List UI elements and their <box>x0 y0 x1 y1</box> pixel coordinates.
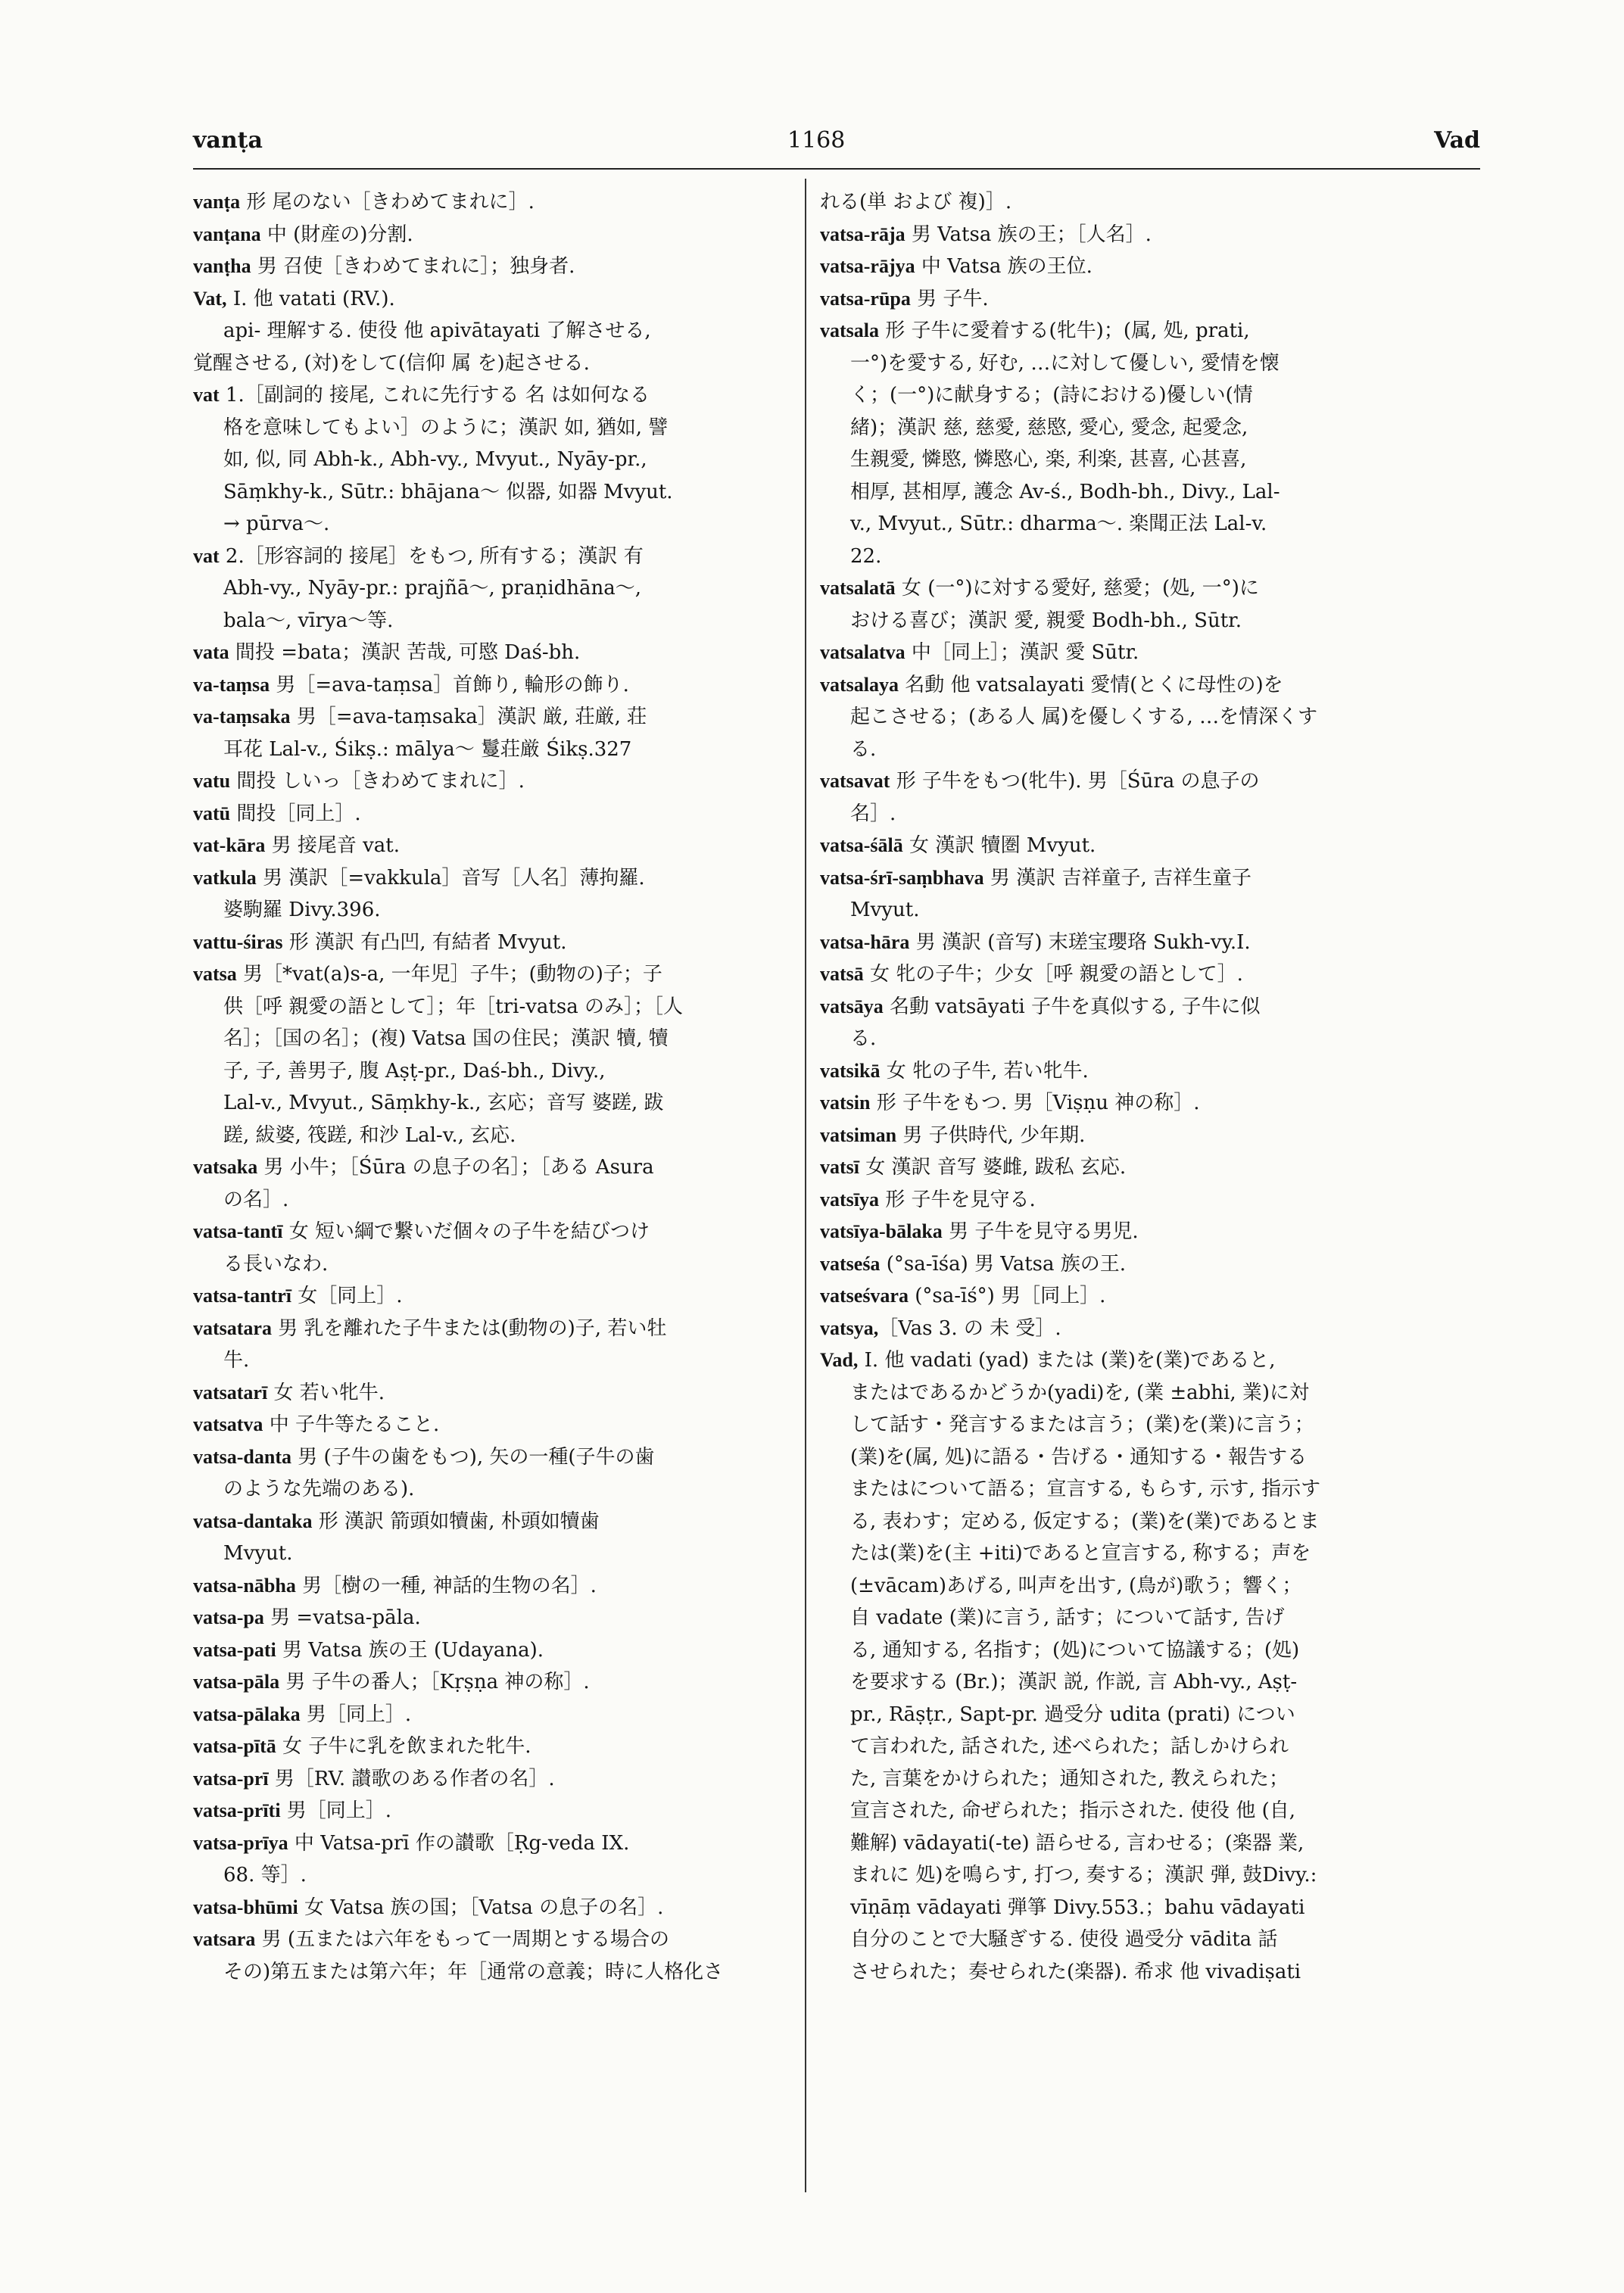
dictionary-continuation-line <box>193 315 791 347</box>
headword: vatsin <box>820 1092 871 1114</box>
entry-text: る, 通知する, 名指す；(処)について協議する；(処) <box>850 1638 1300 1662</box>
entry-text: v., Mvyut., Sūtr.: dharma～. 楽聞正法 Lal-v. <box>850 512 1267 535</box>
dictionary-entry-line <box>193 1699 791 1731</box>
entry-text: く；(一°)に献身する；(詩における)優しい(情 <box>850 384 1253 407</box>
headword: vatū <box>193 802 231 824</box>
entry-text: 女 子牛に乳を飲まれた牝牛. <box>276 1735 531 1758</box>
entry-text: 名］. <box>850 802 896 825</box>
entry-text: た, 言葉をかけられた；通知された, 教えられた； <box>850 1767 1289 1790</box>
headword: vatsatara <box>193 1316 272 1339</box>
dictionary-continuation-line <box>820 894 1471 927</box>
entry-text: 1.［副詞的 接尾, これに先行する 名 は如何なる <box>219 384 650 407</box>
dictionary-continuation-line <box>193 734 791 766</box>
entry-text: 男［*vat(a)s-a, 一年児］子牛；(動物の)子；子 <box>236 963 662 986</box>
headword: vatsa-pa <box>193 1606 264 1628</box>
dictionary-entry-line <box>193 927 791 959</box>
headword: vatsa-pāla <box>193 1671 280 1693</box>
dictionary-continuation-line <box>820 1506 1471 1538</box>
entry-text: 女 漢訳 音写 婆雌, 跋私 玄応. <box>859 1156 1127 1179</box>
dictionary-continuation-line <box>193 1473 791 1506</box>
dictionary-continuation-line <box>193 1248 791 1281</box>
dictionary-continuation-line <box>193 1859 791 1892</box>
dictionary-entry-line <box>820 251 1471 283</box>
entry-text: 供［呼 親愛の語として］；年［tri-vatsa のみ］；［人 <box>223 995 683 1018</box>
entry-text: 男［同上］. <box>280 1799 392 1822</box>
entry-text: して話す・発言するまたは言う；(業)を(業)に言う； <box>850 1413 1314 1436</box>
entry-text: 男 召使［きわめてまれに］；独身者. <box>251 255 575 278</box>
entry-text: 男［=ava-taṃsaka］漢訳 厳, 荘厳, 荘 <box>290 706 647 728</box>
headword: vatsa-prī <box>193 1767 269 1790</box>
dictionary-continuation-line <box>820 444 1471 476</box>
entry-text: → pūrva～. <box>223 512 330 535</box>
dictionary-continuation-line <box>193 1087 791 1120</box>
dictionary-entry-line <box>820 927 1471 959</box>
dictionary-continuation-line <box>820 1956 1471 1989</box>
dictionary-entry-line <box>193 1827 791 1860</box>
entry-text: 男 子牛の番人；［Kṛṣṇa 神の称］. <box>279 1671 590 1693</box>
dictionary-continuation-line <box>820 1473 1471 1506</box>
entry-text: 蹉, 紱婆, 筏蹉, 和沙 Lal-v., 玄応. <box>223 1123 516 1147</box>
dictionary-entry-line <box>193 1666 791 1699</box>
headword: vat <box>193 544 220 567</box>
dictionary-continuation-line <box>820 186 1471 219</box>
dictionary-continuation-line <box>820 1537 1471 1570</box>
entry-text: bala～, vīrya～等. <box>223 609 394 632</box>
entry-text: 男［RV. 讃歌のある作者の名］. <box>268 1767 555 1790</box>
entry-text: 男 Vatsa 族の王 (Udayana). <box>276 1638 544 1662</box>
dictionary-entry-line <box>193 283 791 316</box>
entry-text: 格を意味してもよい］のように；漢訳 如, 猶如, 譬 <box>223 416 669 439</box>
headword: vatsalaya <box>820 673 899 696</box>
right-column <box>820 186 1471 1988</box>
headword: Vat, <box>193 287 227 310</box>
entry-text: 間投［同上］. <box>230 802 361 825</box>
entry-text: て言われた, 話された, 述べられた；話しかけられ <box>850 1735 1289 1758</box>
entry-text: おける喜び；漢訳 愛, 親愛 Bodh-bh., Sūtr. <box>850 609 1242 632</box>
dictionary-entry-line <box>193 1441 791 1474</box>
dictionary-continuation-line <box>193 412 791 444</box>
entry-text: 男 小牛；［Śūra の息子の名］；［ある Asura <box>257 1156 654 1179</box>
header-rule <box>193 168 1480 170</box>
entry-text: api- 理解する. 使役 他 apivātayati 了解させる, <box>223 319 651 342</box>
dictionary-entry-line <box>820 1248 1471 1281</box>
headword: vattu-śiras <box>193 930 283 953</box>
headword: vatsara <box>193 1928 256 1950</box>
entry-text: 男 =vatsa-pāla. <box>263 1606 421 1629</box>
dictionary-entry-line <box>193 958 791 991</box>
dictionary-entry-line <box>820 1280 1471 1313</box>
entry-text: (業)を(属, 処)に語る・告げる・通知する・報告する <box>850 1445 1308 1469</box>
dictionary-entry-line <box>193 1763 791 1796</box>
entry-text: 男［同上］. <box>300 1703 412 1726</box>
dictionary-entry-line <box>820 219 1471 251</box>
headword: vanṭana <box>193 223 261 245</box>
column-divider <box>805 179 806 2192</box>
dictionary-entry-line <box>193 1924 791 1956</box>
dictionary-continuation-line <box>820 605 1471 637</box>
dictionary-continuation-line <box>820 1795 1471 1827</box>
headword: vatsa-prīya <box>193 1831 288 1854</box>
entry-text: 名］；［国の名］；(複) Vatsa 国の住民；漢訳 犢, 犢 <box>223 1027 669 1050</box>
entry-text: 女 (一°)に対する愛好, 慈愛；(処, 一°)に <box>895 577 1259 600</box>
entry-text: 耳花 Lal-v., Śikṣ.: mālya～ 鬘荘厳 Śikṣ.327 <box>223 737 632 761</box>
headword: vatkula <box>193 866 257 889</box>
dictionary-entry-line <box>193 669 791 702</box>
entry-text: vīṇāṃ vādayati 弾箏 Divy.553.；bahu vādayati <box>850 1896 1305 1919</box>
dictionary-continuation-line <box>193 1956 791 1989</box>
dictionary-continuation-line <box>820 1859 1471 1892</box>
headword: vatsīya <box>820 1188 879 1210</box>
entry-text: 形 漢訳 有凸凹, 有結者 Mvyut. <box>282 930 567 954</box>
dictionary-entry-line <box>193 1216 791 1248</box>
entry-text: 形 尾のない［きわめてまれに］. <box>240 191 535 213</box>
headword: vatsāya <box>820 995 884 1017</box>
entry-text: 男 漢訳 (音写) 末瑳宝瓔珞 Sukh-vy.I. <box>909 930 1251 954</box>
entry-text: 難解) vādayati(-te) 語らせる, 言わせる；(楽器 業, <box>850 1831 1304 1855</box>
entry-text: 男 子供時代, 少年期. <box>896 1123 1086 1147</box>
dictionary-entry-line <box>193 1602 791 1634</box>
dictionary-continuation-line <box>820 508 1471 541</box>
dictionary-continuation-line <box>193 1120 791 1152</box>
entry-text: Mvyut. <box>850 899 920 921</box>
running-head-left: vanṭa <box>193 127 263 154</box>
headword: vatsa-rūpa <box>820 287 911 310</box>
headword: vat <box>193 384 220 406</box>
dictionary-continuation-line <box>193 476 791 509</box>
dictionary-entry-line <box>193 1795 791 1827</box>
entry-text: 自 vadate (業)に言う, 話す；について話す, 告げ <box>850 1606 1285 1629</box>
dictionary-continuation-line <box>193 444 791 476</box>
entry-text: る長いなわ. <box>223 1252 329 1276</box>
entry-text: Mvyut. <box>223 1542 293 1565</box>
dictionary-entry-line <box>820 1216 1471 1248</box>
entry-text: 一°)を愛する, 好む, …に対して優しい, 愛情を懐 <box>850 351 1280 375</box>
entry-text: またはであるかどうか(yadi)を, (業 ±abhi, 業)に対 <box>850 1381 1310 1404</box>
dictionary-entry-line <box>193 1506 791 1538</box>
entry-text: I. 他 vatati (RV.). <box>226 287 395 310</box>
dictionary-continuation-line <box>193 1184 791 1217</box>
entry-text: 自分のことで大騒ぎする. 使役 過受分 vādita 話 <box>850 1928 1278 1951</box>
headword: vanṭa <box>193 191 241 213</box>
headword: Vad, <box>820 1349 859 1371</box>
entry-text: まれに 処)を鳴らす, 打つ, 奏する；漢訳 弾, 鼓Divy.: <box>850 1864 1317 1886</box>
entry-text: させられた；奏せられた(楽器). 希求 他 vivadiṣati <box>850 1960 1301 1983</box>
entry-text: 起こさせる；(ある人 属)を優しくする, …を情深くす <box>850 706 1318 728</box>
entry-text: る. <box>850 737 877 761</box>
dictionary-entry-line <box>820 765 1471 798</box>
dictionary-continuation-line <box>820 1892 1471 1924</box>
entry-text: 男 Vatsa 族の王；［人名］. <box>905 223 1152 246</box>
headword: vatsikā <box>820 1059 881 1082</box>
headword: vatsī <box>820 1156 859 1178</box>
entry-text: 男 子牛. <box>910 287 989 310</box>
entry-text: 覚醒させる, (対)をして(信仰 属 を)起させる. <box>193 351 590 375</box>
dictionary-entry-line <box>820 1184 1471 1217</box>
entry-text: 中［同上］；漢訳 愛 Sūtr. <box>905 641 1139 664</box>
headword: vatsa-rājya <box>820 255 915 277</box>
entry-text: 中 子牛等たること. <box>263 1413 440 1436</box>
entry-text: 男 子牛を見守る男児. <box>942 1220 1139 1243</box>
headword: vatsala <box>820 319 879 341</box>
dictionary-continuation-line <box>193 347 791 380</box>
entry-text: 女 Vatsa 族の国；［Vatsa の息子の名］. <box>298 1896 664 1919</box>
headword: vatsatva <box>193 1413 263 1435</box>
dictionary-continuation-line <box>820 476 1471 509</box>
entry-text: 男 乳を離れた子牛または(動物の)子, 若い牡 <box>271 1316 667 1340</box>
entry-text: る. <box>850 1027 877 1050</box>
dictionary-entry-line <box>193 765 791 798</box>
dictionary-entry-line <box>193 862 791 895</box>
dictionary-entry-line <box>193 1731 791 1763</box>
entry-text: る, 表わす；定める, 仮定する；(業)を(業)であるとま <box>850 1509 1320 1533</box>
entry-text: 形 子牛を見守る. <box>879 1188 1036 1211</box>
entry-text: 68. 等］. <box>223 1864 307 1886</box>
dictionary-entry-line <box>820 669 1471 702</box>
headword: vatsa-śālā <box>820 834 903 856</box>
headword: vatsiman <box>820 1123 897 1146</box>
dictionary-continuation-line <box>820 1699 1471 1731</box>
dictionary-entry-line <box>193 637 791 669</box>
entry-text: 女 短い綱で繋いだ個々の子牛を結びつけ <box>282 1220 650 1243</box>
dictionary-entry-line <box>193 1377 791 1410</box>
entry-text: 牛. <box>223 1349 250 1372</box>
entry-text: 間投 =bata；漢訳 苦哉, 可愍 Daś-bh. <box>229 641 581 664</box>
dictionary-continuation-line <box>820 1441 1471 1474</box>
entry-text: 中 (財産の)分割. <box>260 223 413 246</box>
headword: vatsa-bhūmi <box>193 1896 298 1918</box>
dictionary-entry-line <box>820 1055 1471 1088</box>
entry-text: 男 (五または六年をもって一周期とする場合の <box>255 1928 670 1951</box>
entry-text: れる(単 および 複)］. <box>820 191 1012 213</box>
dictionary-continuation-line <box>820 701 1471 734</box>
headword: vatsa-nābha <box>193 1574 296 1597</box>
headword: vatsa-pati <box>193 1638 276 1661</box>
dictionary-continuation-line <box>820 1023 1471 1055</box>
dictionary-continuation-line <box>820 541 1471 573</box>
entry-text: (±vācam)あげる, 叫声を出す, (鳥が)歌う；響く； <box>850 1574 1302 1597</box>
dictionary-entry-line <box>820 637 1471 669</box>
dictionary-entry-line <box>193 798 791 830</box>
dictionary-entry-line <box>820 1344 1471 1377</box>
headword: vatseśa <box>820 1252 881 1275</box>
dictionary-continuation-line <box>820 1731 1471 1763</box>
headword: va-taṃsaka <box>193 706 291 727</box>
dictionary-continuation-line <box>193 605 791 637</box>
dictionary-continuation-line <box>820 1763 1471 1796</box>
dictionary-continuation-line <box>820 1602 1471 1634</box>
dictionary-continuation-line <box>820 347 1471 380</box>
dictionary-entry-line <box>193 1280 791 1313</box>
entry-text: 婆駒羅 Divy.396. <box>223 899 381 921</box>
entry-text: Abh-vy., Nyāy-pr.: prajñā～, praṇidhāna～, <box>223 577 642 600</box>
dictionary-entry-line <box>820 830 1471 862</box>
dictionary-entry-line <box>820 1313 1471 1345</box>
dictionary-entry-line <box>820 958 1471 991</box>
dictionary-entry-line <box>820 991 1471 1023</box>
dictionary-entry-line <box>193 1892 791 1924</box>
entry-text: 生親愛, 憐愍, 憐愍心, 楽, 利楽, 甚喜, 心甚喜, <box>850 448 1247 471</box>
dictionary-entry-line <box>820 572 1471 605</box>
entry-text: 如, 似, 同 Abh-k., Abh-vy., Mvyut., Nyāy-pr., <box>223 448 647 471</box>
page-number: 1168 <box>787 127 846 154</box>
dictionary-entry-line <box>820 1087 1471 1120</box>
headword: vatsā <box>820 963 864 985</box>
dictionary-entry-line <box>193 1409 791 1441</box>
entry-text: 名動 他 vatsalayati 愛情(とくに母性の)を <box>899 673 1283 696</box>
dictionary-continuation-line <box>820 412 1471 444</box>
headword: va-taṃsa <box>193 673 270 696</box>
entry-text: 相厚, 甚相厚, 護念 Av-ś., Bodh-bh., Divy., Lal- <box>850 480 1280 503</box>
headword: vatsa-dantaka <box>193 1509 313 1532</box>
headword: vatsavat <box>820 770 890 792</box>
entry-text: 中 Vatsa-prī 作の讃歌［Ṛg-veda IX. <box>288 1831 630 1855</box>
dictionary-continuation-line <box>193 991 791 1023</box>
dictionary-continuation-line <box>820 1666 1471 1699</box>
left-column <box>193 186 791 1988</box>
dictionary-entry-line <box>193 1151 791 1184</box>
dictionary-continuation-line <box>820 798 1471 830</box>
dictionary-entry-line <box>193 830 791 862</box>
entry-text: 女［同上］. <box>291 1285 403 1307</box>
entry-text: その)第五または第六年；年［通常の意義；時に人格化さ <box>223 1960 724 1983</box>
dictionary-entry-line <box>820 1151 1471 1184</box>
headword: vatseśvara <box>820 1285 909 1307</box>
headword: vatsa-tantrī <box>193 1285 291 1307</box>
entry-text: 子, 子, 善男子, 腹 Aṣṭ-pr., Daś-bh., Divy., <box>223 1059 606 1083</box>
dictionary-continuation-line <box>820 1409 1471 1441</box>
entry-text: I. 他 vadati (yad) または (業)を(業)であると, <box>858 1349 1276 1372</box>
entry-text: 女 若い牝牛. <box>267 1381 385 1404</box>
entry-text: 女 牝の子牛, 若い牝牛. <box>880 1059 1089 1083</box>
running-head-right: Vad <box>1434 127 1480 154</box>
entry-text: 緒)；漢訳 慈, 慈愛, 慈愍, 愛心, 愛念, 起愛念, <box>850 416 1248 439</box>
headword: vatsīya-bālaka <box>820 1220 943 1242</box>
headword: vanṭha <box>193 255 251 277</box>
entry-text: ［Vas 3. の 未 受］. <box>878 1316 1061 1340</box>
dictionary-continuation-line <box>193 1537 791 1570</box>
headword: vata <box>193 641 229 663</box>
dictionary-entry-line <box>820 315 1471 347</box>
entry-text: 2.［形容詞的 接尾］をもつ, 所有する；漢訳 有 <box>219 544 644 568</box>
headword: vatsa-hāra <box>820 930 910 953</box>
dictionary-continuation-line <box>193 894 791 927</box>
entry-text: 男 (子牛の歯をもつ), 矢の一種(子牛の歯 <box>291 1445 655 1469</box>
entry-text: 22. <box>850 544 882 568</box>
entry-text: 女 漢訳 犢圏 Mvyut. <box>902 834 1096 857</box>
entry-text: 形 子牛をもつ(牝牛). 男［Śūra の息子の <box>890 770 1260 793</box>
dictionary-entry-line <box>193 1634 791 1667</box>
dictionary-continuation-line <box>820 1634 1471 1667</box>
headword: vatsa-danta <box>193 1445 292 1468</box>
entry-text: を要求する (Br.)；漢訳 説, 作説, 言 Abh-vy., Aṣṭ- <box>850 1671 1298 1693</box>
headword: vatsa-rāja <box>820 223 906 245</box>
headword: vatsa <box>193 963 237 985</box>
dictionary-entry-line <box>193 219 791 251</box>
entry-text: 形 漢訳 箭頭如犢歯, 朴頭如犢歯 <box>312 1509 600 1533</box>
dictionary-entry-line <box>820 862 1471 895</box>
entry-text: たは(業)を(主 +iti)であると宣言する, 称する；声を <box>850 1542 1311 1565</box>
dictionary-continuation-line <box>820 734 1471 766</box>
entry-text: 中 Vatsa 族の王位. <box>915 255 1093 278</box>
dictionary-continuation-line <box>193 1055 791 1088</box>
entry-text: 間投 しいっ［きわめてまれに］. <box>230 770 525 793</box>
entry-text: またはについて語る；宣言する, もらす, 示す, 指示す <box>850 1478 1321 1500</box>
entry-text: 男［樹の一種, 神話的生物の名］. <box>295 1574 597 1597</box>
dictionary-continuation-line <box>820 1827 1471 1860</box>
headword: vatsa-pālaka <box>193 1703 301 1725</box>
headword: vatsa-śrī-saṃbhava <box>820 866 984 889</box>
dictionary-entry-line <box>193 379 791 412</box>
dictionary-continuation-line <box>820 379 1471 412</box>
dictionary-continuation-line <box>193 572 791 605</box>
entry-text: 名動 vatsāyati 子牛を真似する, 子牛に似 <box>883 995 1261 1018</box>
entry-text: (°sa-īś°) 男［同上］. <box>908 1285 1106 1307</box>
dictionary-continuation-line <box>820 1570 1471 1603</box>
headword: vatsalatā <box>820 577 896 599</box>
headword: vatsya, <box>820 1316 879 1339</box>
entry-text: pr., Rāṣṭr., Sapt-pr. 過受分 udita (prati) につい <box>850 1703 1295 1726</box>
headword: vat-kāra <box>193 834 266 856</box>
dictionary-entry-line <box>820 1120 1471 1152</box>
headword: vatsalatva <box>820 641 906 663</box>
entry-text: 男 接尾音 vat. <box>265 834 401 857</box>
entry-text: (°sa-īśa) 男 Vatsa 族の王. <box>880 1252 1127 1276</box>
dictionary-entry-line <box>193 1313 791 1345</box>
headword: vatsatarī <box>193 1381 268 1404</box>
entry-text: 形 子牛に愛着する(牝牛)；(属, 処, prati, <box>879 319 1250 342</box>
dictionary-entry-line <box>820 283 1471 316</box>
dictionary-entry-line <box>193 186 791 219</box>
entry-text: Lal-v., Mvyut., Sāṃkhy-k., 玄応；音写 婆蹉, 跋 <box>223 1092 664 1114</box>
dictionary-continuation-line <box>193 508 791 541</box>
headword: vatsa-pītā <box>193 1735 276 1757</box>
headword: vatsa-tantī <box>193 1220 283 1242</box>
entry-text: 女 牝の子牛；少女［呼 親愛の語として］. <box>863 963 1243 986</box>
entry-text: 男 漢訳［=vakkula］音写［人名］薄拘羅. <box>256 866 645 889</box>
entry-text: 宣言された, 命ぜられた；指示された. 使役 他 (自, <box>850 1799 1295 1822</box>
entry-text: 男 漢訳 吉祥童子, 吉祥生童子 <box>983 866 1252 889</box>
headword: vatsaka <box>193 1156 258 1178</box>
dictionary-entry-line <box>193 701 791 734</box>
dictionary-entry-line <box>193 251 791 283</box>
entry-text: の名］. <box>223 1188 289 1211</box>
dictionary-continuation-line <box>193 1344 791 1377</box>
headword: vatu <box>193 770 231 792</box>
dictionary-continuation-line <box>193 1023 791 1055</box>
entry-text: 形 子牛をもつ. 男［Viṣṇu 神の称］. <box>870 1092 1200 1114</box>
entry-text: Sāṃkhy-k., Sūtr.: bhājana～ 似器, 如器 Mvyut. <box>223 480 673 503</box>
dictionary-entry-line <box>193 1570 791 1603</box>
dictionary-continuation-line <box>820 1924 1471 1956</box>
dictionary-continuation-line <box>820 1377 1471 1410</box>
dictionary-entry-line <box>193 541 791 573</box>
entry-text: 男［=ava-taṃsa］首飾り, 輪形の飾り. <box>270 673 629 696</box>
headword: vatsa-prīti <box>193 1799 281 1821</box>
entry-text: のような先端のある). <box>223 1478 415 1500</box>
